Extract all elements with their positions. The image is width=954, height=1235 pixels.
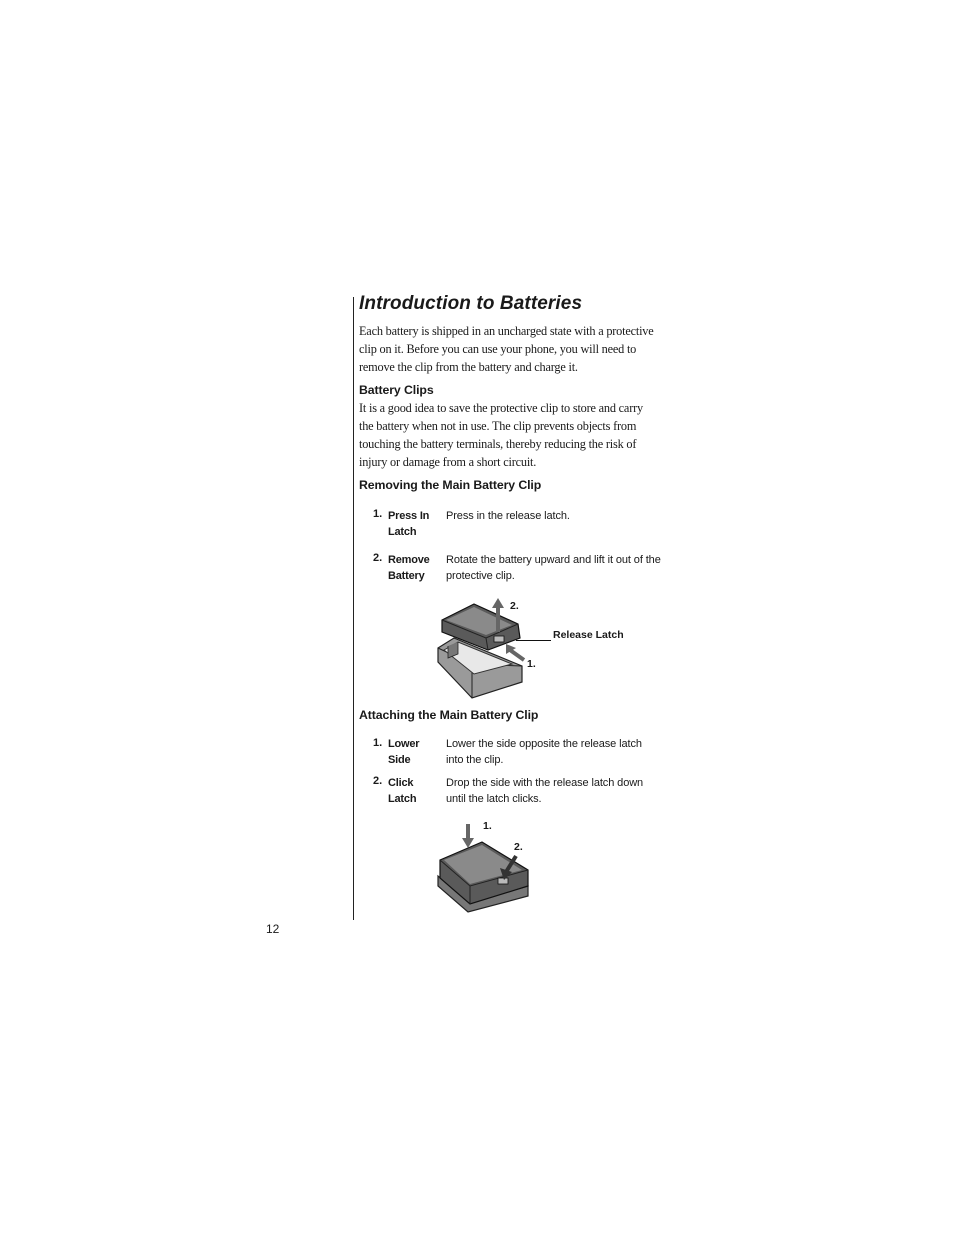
release-latch-leader-line — [516, 640, 551, 641]
attach-battery-illustration — [434, 820, 534, 916]
battery-clips-heading: Battery Clips — [359, 383, 434, 397]
attaching-step-2-term: Click Latch — [388, 777, 417, 805]
attach-figure-callout-1: 1. — [483, 820, 492, 832]
removing-step-1-number: 1. — [373, 508, 383, 520]
attaching-step-1-desc: Lower the side opposite the release latch into the clip. — [446, 738, 642, 766]
removing-step-2-desc: Rotate the battery upward and lift it out of the protective clip. — [446, 554, 661, 582]
release-latch-label: Release Latch — [553, 629, 624, 641]
removing-step-1-desc: Press in the release latch. — [446, 510, 570, 522]
page-number: 12 — [266, 922, 280, 936]
remove-figure-callout-1: 1. — [527, 658, 536, 670]
intro-paragraph: Each battery is shipped in an uncharged state with a protective clip on it. Before you can use your phone, you will need to remove the clip from the battery and charge it. — [359, 324, 654, 374]
remove-battery-illustration — [434, 592, 534, 700]
attach-figure-callout-2: 2. — [514, 841, 523, 853]
remove-figure-callout-2: 2. — [510, 600, 519, 612]
attaching-step-2-number: 2. — [373, 775, 383, 787]
removing-heading: Removing the Main Battery Clip — [359, 478, 542, 492]
removing-step-2-term: Remove Battery — [388, 554, 430, 582]
attaching-step-1-number: 1. — [373, 737, 383, 749]
removing-step-2-number: 2. — [373, 552, 383, 564]
margin-rule — [353, 297, 354, 920]
attaching-step-1-term: Lower Side — [388, 738, 420, 766]
page-title: Introduction to Batteries — [359, 293, 583, 314]
removing-step-1-term: Press In Latch — [388, 510, 430, 538]
attaching-step-2-desc: Drop the side with the release latch down until the latch clicks. — [446, 777, 644, 805]
battery-clips-paragraph: It is a good idea to save the protective clip to store and carry the battery when not in use. The clip prevents objects from touching the battery terminals, thereby reducing the risk of injury or damage from a short circuit. — [359, 401, 643, 469]
attaching-heading: Attaching the Main Battery Clip — [359, 708, 539, 722]
